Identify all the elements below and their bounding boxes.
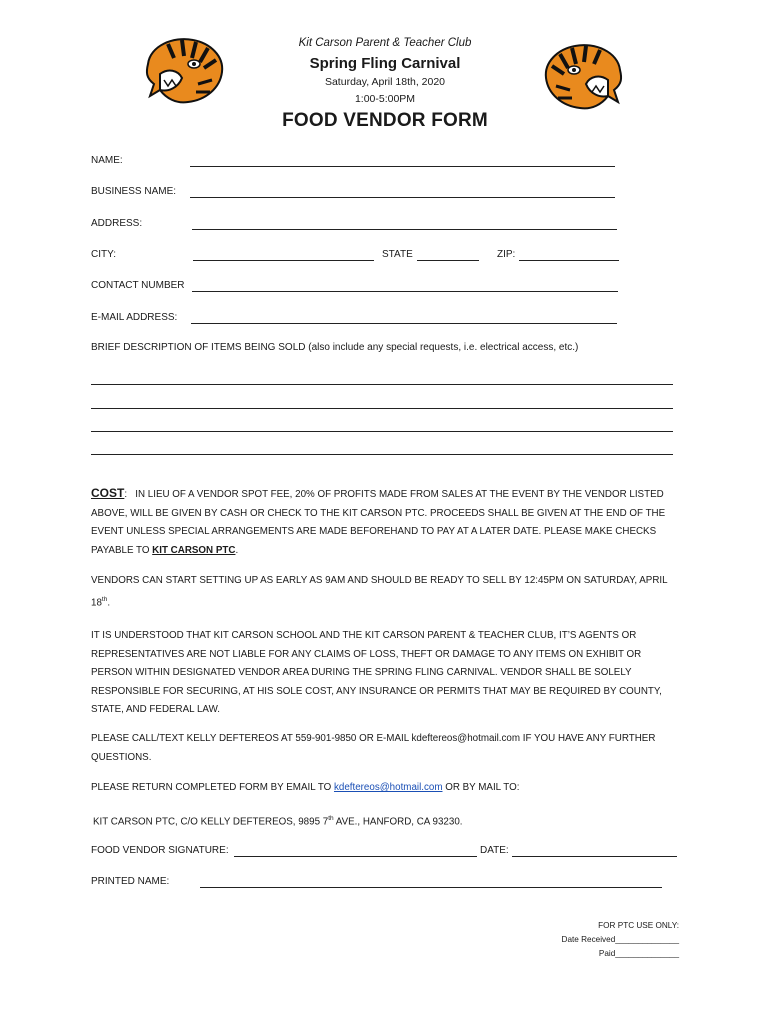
state-label: STATE xyxy=(382,249,413,260)
address-field[interactable] xyxy=(192,229,617,230)
description-line-3[interactable] xyxy=(91,431,673,432)
city-field[interactable] xyxy=(193,260,374,261)
name-field[interactable] xyxy=(190,166,615,167)
description-line-1[interactable] xyxy=(91,384,673,385)
contact-number-field[interactable] xyxy=(192,291,618,292)
liability-paragraph: IT IS UNDERSTOOD THAT KIT CARSON SCHOOL AND THE KIT CARSON PARENT & TEACHER CLUB, IT’S AGENTS OR REPRESENTATIVES ARE NOT LIABLE FOR ANY CLAIMS OF LOSS, THEFT OR DAMAGE TO ANY ITEMS ON EXHIBIT OR PERSON WITHIN DESIGNATED VENDOR AREA DURING THE SPRING FLING CARNIVAL. VENDOR SHALL BE SOLELY RESPONSIBLE FOR SECURING, AT HIS SOLE COST, ANY INSURANCE OR PERMITS THAT MAY BE REQUIRED BY COUNTY, STATE, AND FEDERAL LAW. xyxy=(91,630,662,716)
event-date: Saturday, April 18th, 2020 xyxy=(324,76,446,88)
cost-text: IN LIEU OF A VENDOR SPOT FEE, 20% OF PROFITS MADE FROM SALES AT THE EVENT BY THE VENDOR LISTED ABOVE, WILL BE GIVEN BY CASH OR CHECK TO THE KIT CARSON PTC. PROCEEDS SHALL BE GIVEN AT THE END OF THE EVENT UNLESS SPECIAL ARRANGEMENTS ARE MADE BEFOREHAND TO PAY AT A LATER DATE. PLEASE MAKE CHECKS PAYABLE TO xyxy=(91,489,666,556)
printed-name-label: PRINTED NAME: xyxy=(91,876,170,887)
contact-number-label: CONTACT NUMBER xyxy=(91,280,185,291)
event-name: Spring Fling Carnival xyxy=(309,55,461,72)
date-field[interactable] xyxy=(512,856,677,857)
description-label: BRIEF DESCRIPTION OF ITEMS BEING SOLD (also include any special requests, i.e. electrical access, etc.) xyxy=(91,342,579,353)
contact-paragraph: PLEASE CALL/TEXT KELLY DEFTEREOS AT 559-901-9850 OR E-MAIL kdeftereos@hotmail.com IF YOU HAVE ANY FURTHER QUESTIONS. xyxy=(91,733,656,763)
payable-to: KIT CARSON PTC xyxy=(152,544,236,556)
email-link[interactable]: kdeftereos@hotmail.com xyxy=(333,782,443,793)
cost-paragraph: COST: IN LIEU OF A VENDOR SPOT FEE, 20% OF PROFITS MADE FROM SALES AT THE EVENT BY THE VENDOR LISTED ABOVE, WILL BE GIVEN BY CASH OR CHECK TO THE KIT CARSON PTC. PROCEEDS SHALL BE GIVEN AT THE END OF THE EVENT UNLESS SPECIAL ARRANGEMENTS ARE MADE BEFOREHAND TO PAY AT A LATER DATE. PLEASE MAKE CHECKS PAYABLE TO KIT CARSON PTC. xyxy=(91,486,666,556)
email-label: E-MAIL ADDRESS: xyxy=(91,312,178,323)
city-label: CITY: xyxy=(91,249,117,260)
cost-heading: COST xyxy=(91,486,125,500)
zip-field[interactable] xyxy=(519,260,619,261)
business-name-label: BUSINESS NAME: xyxy=(91,186,177,197)
setup-paragraph: VENDORS CAN START SETTING UP AS EARLY AS 9AM AND SHOULD BE READY TO SELL BY 12:45PM ON SATURDAY, APRIL 18th. xyxy=(91,575,668,608)
name-label: NAME: xyxy=(91,155,123,166)
club-name: Kit Carson Parent & Teacher Club xyxy=(298,37,472,49)
page-title: FOOD VENDOR FORM xyxy=(282,110,488,131)
ptc-use-title: FOR PTC USE ONLY: xyxy=(598,921,679,930)
ptc-paid: Paid______________ xyxy=(598,949,679,958)
return-paragraph: PLEASE RETURN COMPLETED FORM BY EMAIL TO kdeftereos@hotmail.com OR BY MAIL TO: xyxy=(91,782,520,793)
email-field[interactable] xyxy=(191,323,617,324)
description-line-2[interactable] xyxy=(91,408,673,409)
ptc-date-received: Date Received______________ xyxy=(561,935,679,944)
date-label: DATE: xyxy=(480,845,509,856)
zip-label: ZIP: xyxy=(497,249,516,260)
printed-name-field[interactable] xyxy=(200,887,662,888)
address-label: ADDRESS: xyxy=(91,218,143,229)
description-line-4[interactable] xyxy=(91,454,673,455)
state-field[interactable] xyxy=(417,260,479,261)
event-time: 1:00-5:00PM xyxy=(354,93,416,105)
mailing-address: KIT CARSON PTC, C/O KELLY DEFTEREOS, 9895 7th AVE., HANFORD, CA 93230. xyxy=(93,815,463,828)
signature-field[interactable] xyxy=(234,856,477,857)
business-name-field[interactable] xyxy=(190,197,615,198)
signature-label: FOOD VENDOR SIGNATURE: xyxy=(91,845,229,856)
